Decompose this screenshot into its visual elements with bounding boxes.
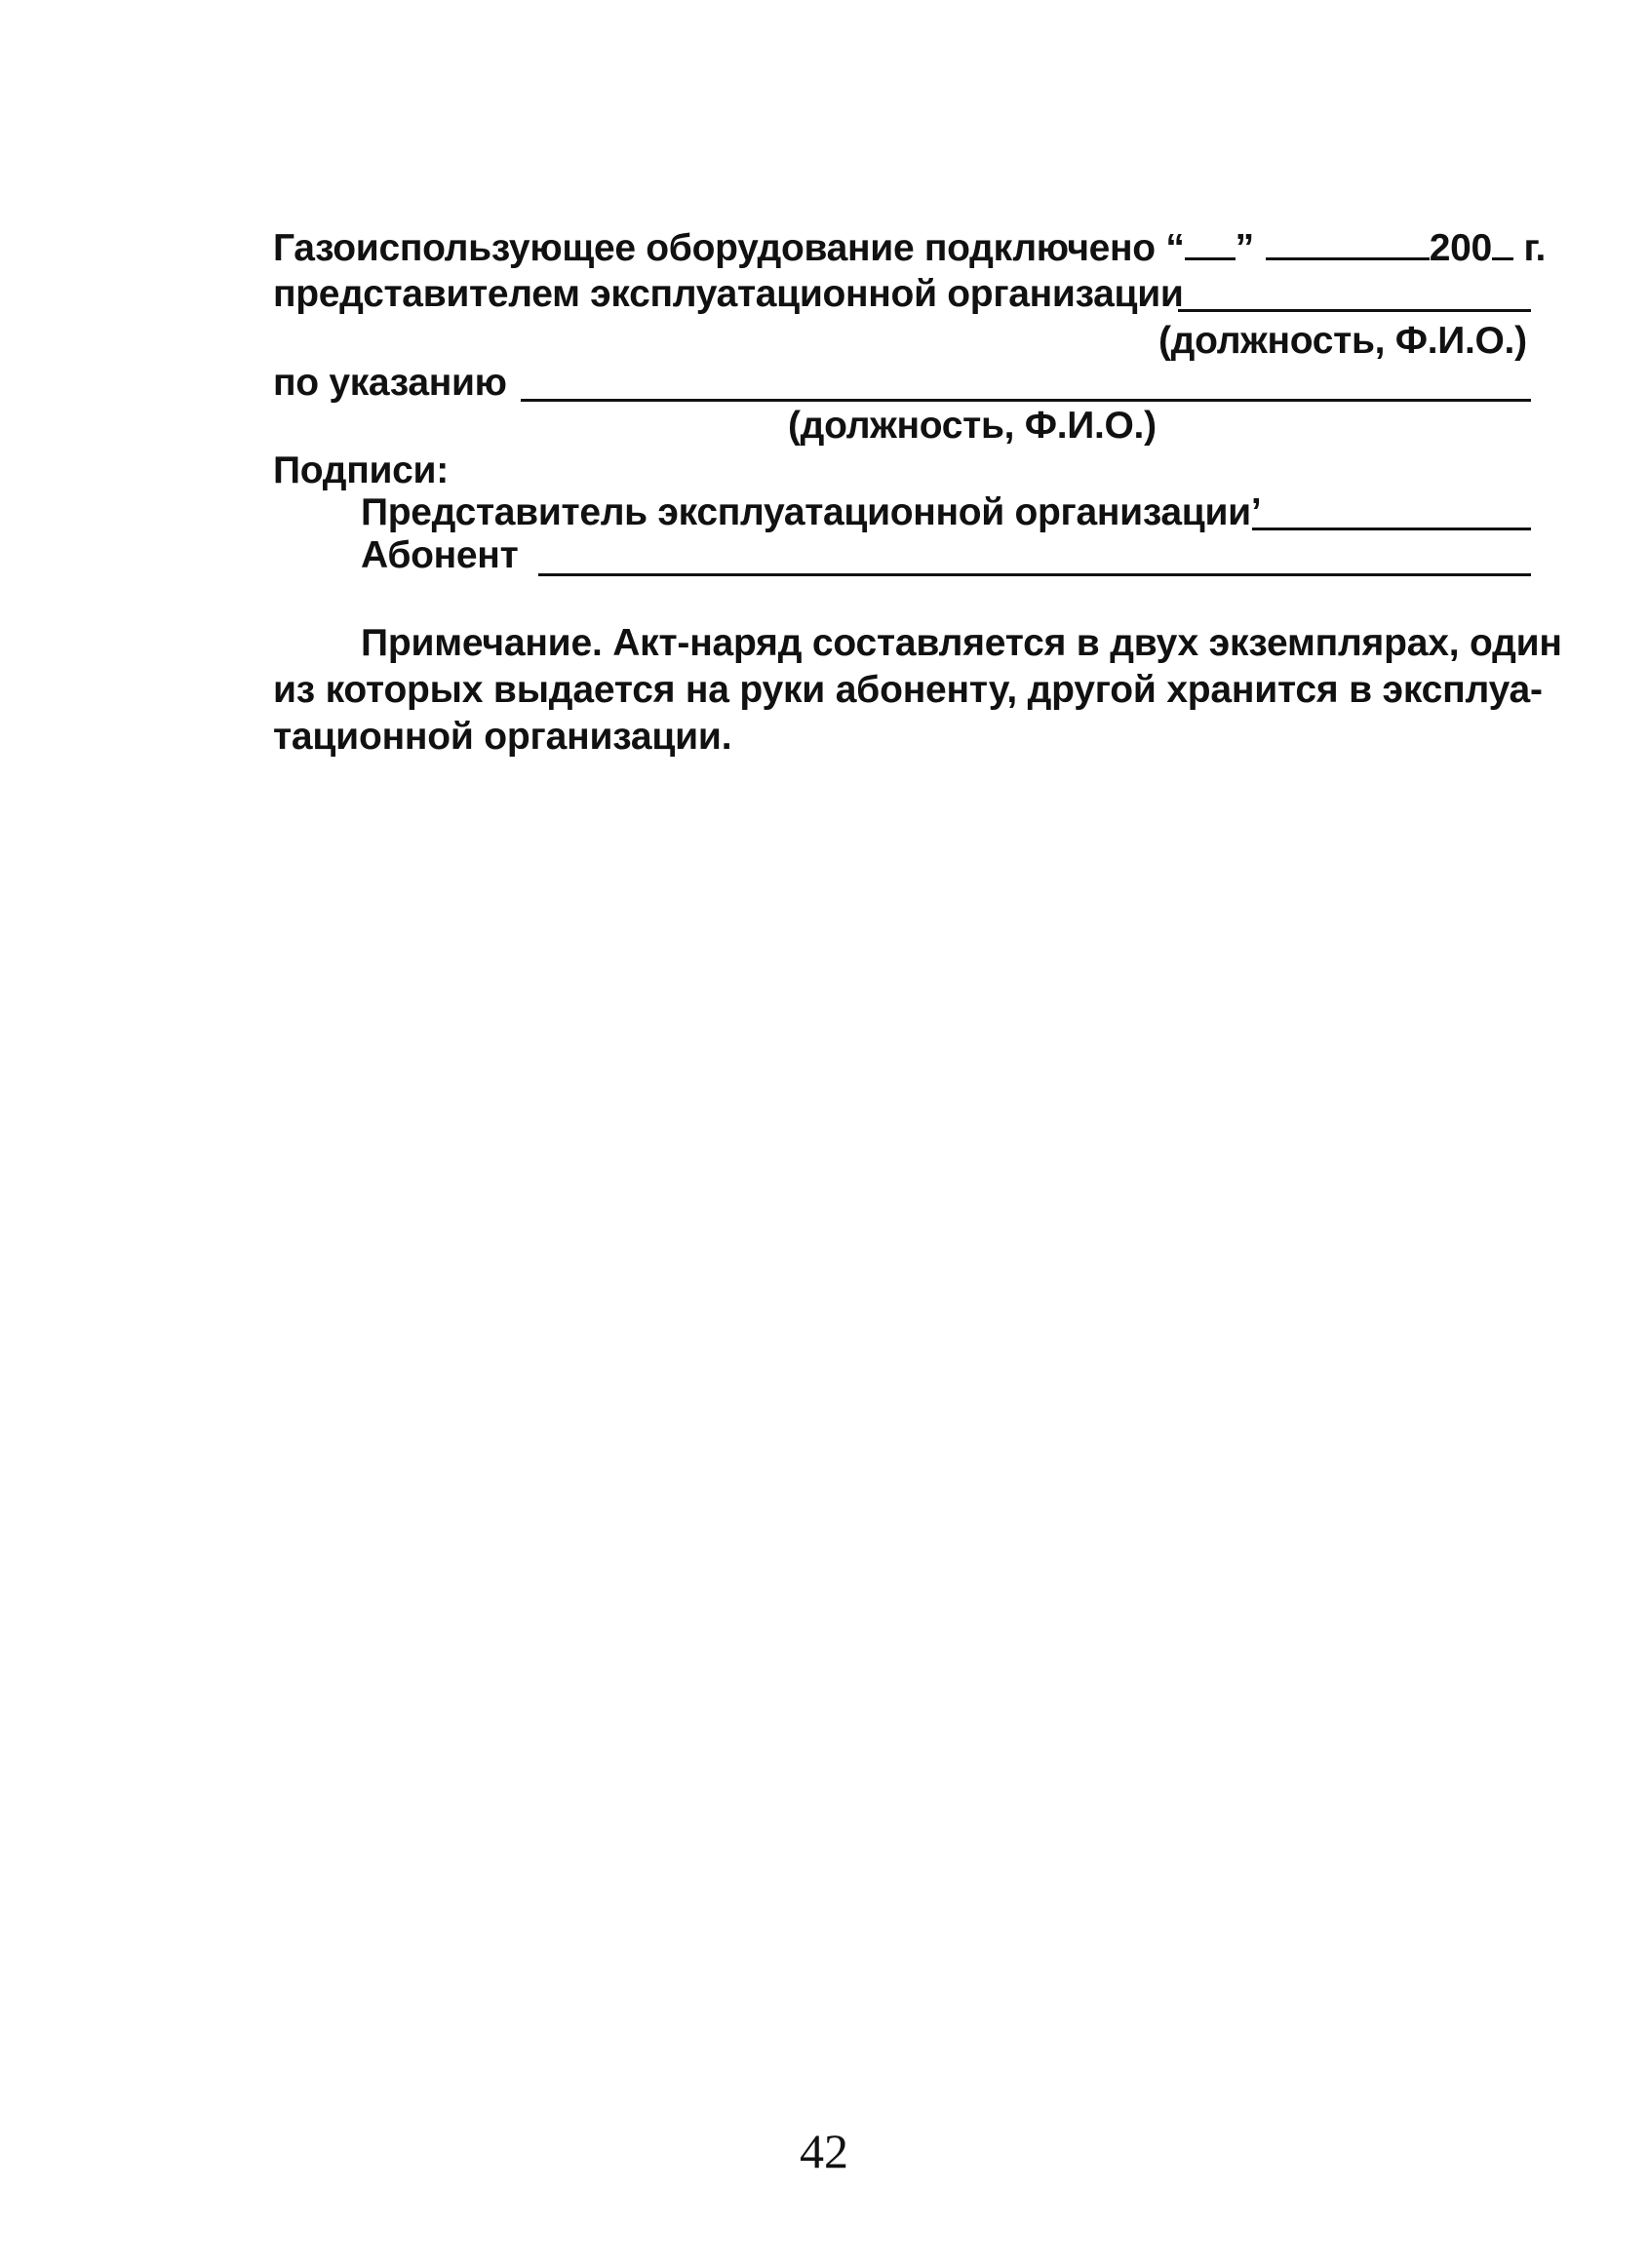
year-blank[interactable] bbox=[1492, 228, 1513, 260]
signature-org-line bbox=[361, 490, 1261, 535]
year-prefix: 200 bbox=[1429, 227, 1492, 269]
signature-subscriber-blank[interactable] bbox=[538, 573, 1531, 576]
year-suffix: г. bbox=[1512, 227, 1547, 269]
page-number: 42 bbox=[800, 2124, 848, 2178]
signatures-heading: Подписи: bbox=[273, 450, 449, 491]
closing-quote: ” bbox=[1235, 227, 1254, 269]
note-paragraph bbox=[273, 620, 1562, 761]
signature-subscriber-line bbox=[361, 533, 518, 578]
representative-line bbox=[273, 272, 1184, 317]
note-line-2: из которых выдается на руки абоненту, другой хранится в эксплуа- bbox=[273, 669, 1543, 711]
signature-org-label: Представитель эксплуатационной организации’ bbox=[361, 491, 1262, 533]
month-blank[interactable] bbox=[1266, 228, 1430, 260]
signature-org-blank[interactable] bbox=[1252, 528, 1531, 530]
instruction-label: по указанию bbox=[273, 362, 507, 404]
signature-subscriber-label: Абонент bbox=[361, 534, 519, 576]
representative-label: представителем эксплуатационной организации bbox=[273, 273, 1184, 315]
instruction-caption: (должность, Ф.И.О.) bbox=[788, 405, 1157, 447]
connection-date-line bbox=[273, 226, 1546, 271]
representative-caption: (должность, Ф.И.О.) bbox=[1158, 320, 1527, 362]
representative-blank[interactable] bbox=[1178, 309, 1531, 312]
note-line-1: Примечание. Акт-наряд составляется в двух экземплярах, один bbox=[361, 622, 1562, 664]
day-blank[interactable] bbox=[1185, 228, 1236, 260]
note-line-3: тационной организации. bbox=[273, 716, 732, 758]
connection-label: Газоиспользующее оборудование подключено “ bbox=[273, 227, 1185, 269]
instruction-blank[interactable] bbox=[521, 399, 1531, 402]
instruction-line bbox=[273, 361, 507, 406]
